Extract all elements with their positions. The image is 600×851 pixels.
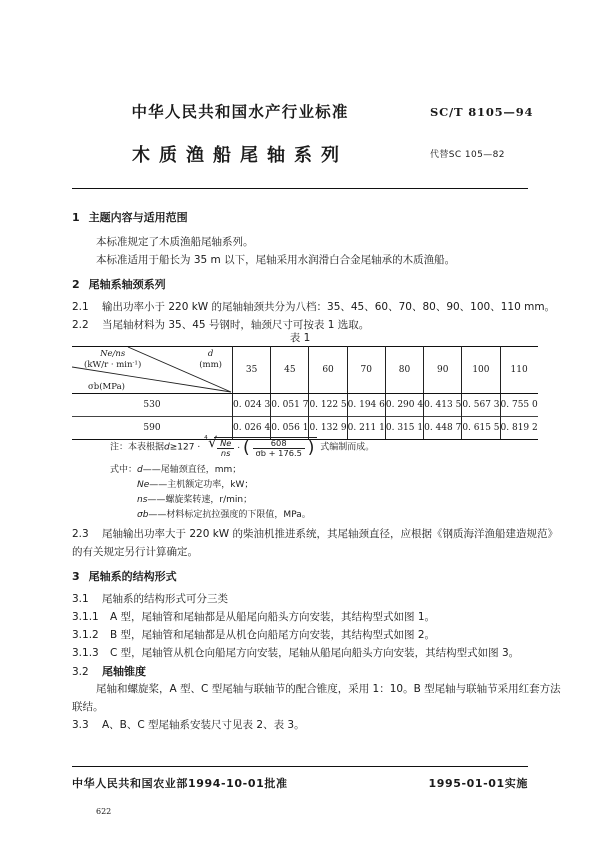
table-col-header: 70: [347, 347, 385, 394]
table-col-header: 35: [233, 347, 271, 394]
section-1-paragraph-1: 本标准规定了木质渔船尾轴系列。: [96, 236, 254, 248]
table-corner-cell: [72, 347, 233, 394]
clause-3-1-2: [72, 628, 435, 643]
def-dash: ——: [147, 495, 166, 505]
corner-label-power-ratio: [84, 349, 141, 370]
note-definition-sigma: [137, 509, 311, 523]
clause-3-3-text: A、B、C 型尾轴系安装尺寸见表 2、表 3。: [102, 719, 305, 731]
table-1-caption: 表 1: [289, 332, 311, 344]
note-suffix: 式编制而成。: [320, 442, 375, 453]
clause-2-1-number: 2.1: [72, 301, 89, 313]
clause-3-1-1-number: 3.1.1: [72, 611, 99, 623]
table-cell: 0. 194 6: [347, 394, 385, 417]
page-number: 622: [96, 807, 112, 816]
row-label: 590: [72, 417, 233, 440]
table-cell: 0. 211 1: [347, 417, 385, 440]
table-col-header: 90: [424, 347, 462, 394]
table-col-header: 110: [500, 347, 538, 394]
clause-3-1-1-text: A 型，尾轴管和尾轴都是从船尾向船头方向安装，其结构型式如图 1。: [110, 611, 436, 623]
page-title: [0, 141, 600, 167]
table-cell: 0. 315 1: [385, 417, 423, 440]
table-cell: 0. 024 3: [233, 394, 271, 417]
clause-3-1-3: [72, 646, 519, 661]
table-cell: 0. 056 1: [271, 417, 309, 440]
clause-2-3-continued: 的有关规定另行计算确定。: [72, 546, 198, 558]
def-dash: ——: [142, 465, 161, 475]
clause-3-1-2-text: B 型，尾轴管和尾轴都是从机仓向船尾方向安装，其结构型式如图 2。: [110, 629, 436, 641]
table-col-header: 100: [462, 347, 500, 394]
clause-2-1: [72, 300, 555, 315]
def-symbol: d: [137, 465, 143, 475]
approval-statement: 中华人民共和国农业部1994-10-01批准: [72, 777, 288, 790]
table-cell: 0. 132 9: [309, 417, 347, 440]
def-symbol: Ne: [137, 480, 150, 490]
section-2-title: 尾轴系轴颈系列: [88, 278, 166, 291]
table-cell: 0. 448 7: [424, 417, 462, 440]
clause-3-1: [72, 592, 228, 607]
clause-3-1-3-text: C 型，尾轴管从机仓向船尾方向安装，尾轴从船尾向船头方向安装，其结构型式如图 3。: [110, 647, 520, 659]
table-1: [72, 346, 538, 440]
section-1-title: 主题内容与适用范围: [88, 211, 188, 224]
corner-d-unit: (mm): [199, 359, 222, 370]
def-text: 螺旋桨转速，r/min；: [165, 495, 253, 505]
radical-sign: √: [208, 435, 217, 451]
table-cell: 0. 122 5: [309, 394, 347, 417]
def-symbol: σb: [137, 510, 149, 520]
clause-3-2: [72, 664, 146, 680]
clause-3-1-text: 尾轴系的结构形式可分三类: [102, 593, 228, 605]
def-dash: ——: [148, 510, 167, 520]
clause-3-2-text-line-2: 联结。: [72, 701, 104, 713]
note-prefix: 注：本表根据: [110, 442, 165, 453]
table-cell: 0. 026 4: [233, 417, 271, 440]
note-where-line: [110, 464, 241, 478]
table-1-wrapper: [72, 346, 538, 440]
clause-3-1-2-number: 3.1.2: [72, 629, 99, 641]
section-3-heading: [72, 569, 177, 585]
def-symbol: ns: [137, 495, 148, 505]
table-cell: 0. 567 3: [462, 394, 500, 417]
clause-2-3-text-line-1: 尾轴输出功率大于 220 kW 的柴油机推进系统，其尾轴颈直径，应根据《钢质海洋渔船建造规范》: [102, 528, 559, 540]
ne-ns-symbol: Ne/ns: [100, 349, 126, 359]
section-1-number: 1: [72, 211, 80, 224]
fourth-root-icon: [203, 437, 317, 457]
root-index: 4: [204, 435, 208, 441]
page-title-text: 木质渔船尾轴系列: [132, 145, 348, 166]
table-cell: 0. 413 5: [424, 394, 462, 417]
section-3-title: 尾轴系的结构形式: [88, 570, 177, 583]
corner-diagonal-cell: [72, 347, 232, 393]
fraction-608: [253, 439, 305, 457]
clause-3-1-3-number: 3.1.3: [72, 647, 99, 659]
row-label: 530: [72, 394, 233, 417]
right-paren: ): [307, 437, 315, 458]
table-cell: 0. 819 2: [500, 417, 538, 440]
table-note-formula: [110, 437, 374, 457]
footer-divider: [72, 766, 528, 767]
note-ge: ≥127 ·: [169, 442, 201, 453]
multiply-dot: ·: [237, 443, 241, 454]
clause-3-2-heading: 尾轴锥度: [102, 665, 146, 678]
note-d-symbol: d: [164, 442, 170, 453]
note-definition-ne: [137, 479, 253, 493]
clause-2-3: [72, 527, 558, 542]
table-col-header: 60: [309, 347, 347, 394]
fraction-numerator: Ne: [220, 438, 232, 448]
section-2-number: 2: [72, 278, 80, 291]
clause-2-2-number: 2.2: [72, 319, 89, 331]
table-col-header: 80: [385, 347, 423, 394]
clause-3-3-number: 3.3: [72, 719, 89, 731]
corner-ne-unit: $(kW/r \cdot \min^{-1})$: [84, 359, 142, 370]
clause-2-2-text: 当尾轴材料为 35、45 号钢时，轴颈尺寸可按表 1 选取。: [102, 319, 370, 331]
def-text: 材料标定抗拉强度的下限值，MPa。: [166, 510, 311, 520]
def-text: 尾轴颈直径，mm；: [160, 465, 242, 475]
clause-3-1-1: [72, 610, 435, 625]
section-3-number: 3: [72, 570, 80, 583]
table-cell: 0. 051 7: [271, 394, 309, 417]
left-paren: (: [242, 437, 250, 458]
section-2-heading: [72, 277, 166, 293]
table-row: [72, 394, 538, 417]
header-divider: [72, 188, 528, 189]
note-definition-ns: [137, 494, 252, 508]
def-text: 主机额定功率，kW；: [167, 480, 254, 490]
clause-2-3-number: 2.3: [72, 528, 89, 540]
fraction-numerator: 608: [270, 438, 287, 448]
corner-ne-ns: [84, 349, 141, 360]
corner-label-diameter: [199, 349, 222, 370]
clause-3-2-text-line-1: 尾轴和螺旋桨，A 型、C 型尾轴与联轴节的配合锥度，采用 1：10。B 型尾轴与联轴节采用红套方法: [96, 683, 561, 695]
replaces-note: 代替SC 105—82: [430, 150, 505, 160]
clause-3-2-number: 3.2: [72, 666, 89, 678]
effective-date: 1995-01-01实施: [428, 777, 528, 790]
issuing-organization-text: 中华人民共和国水产行业标准: [131, 103, 349, 121]
note-where-label: 式中：: [110, 465, 138, 475]
table-header-row: [72, 347, 538, 394]
fraction-ne-ns: [217, 439, 234, 457]
fraction-denominator: ns: [217, 448, 234, 458]
table-col-header: 45: [271, 347, 309, 394]
clause-3-3: [72, 718, 305, 733]
clause-2-1-text: 输出功率小于 220 kW 的尾轴轴颈共分为八档：35、45、60、70、80、90、100、110 mm。: [102, 301, 556, 313]
corner-d-symbol: d: [207, 349, 214, 359]
standard-number: SC/T 8105—94: [430, 105, 534, 119]
section-1-paragraph-2: 本标准适用于船长为 35 m 以下，尾轴采用水润滑白合金尾轴承的木质渔船。: [96, 254, 456, 266]
table-cell: 0. 615 5: [462, 417, 500, 440]
corner-label-sigma: σb(MPa): [88, 382, 125, 392]
table-cell: 0. 755 0: [500, 394, 538, 417]
clause-3-1-number: 3.1: [72, 593, 89, 605]
radicand: [214, 437, 317, 457]
fraction-denominator: σb + 176.5: [253, 448, 305, 458]
def-dash: ——: [149, 480, 168, 490]
table-cell: 0. 290 4: [385, 394, 423, 417]
section-1-heading: [72, 210, 188, 226]
